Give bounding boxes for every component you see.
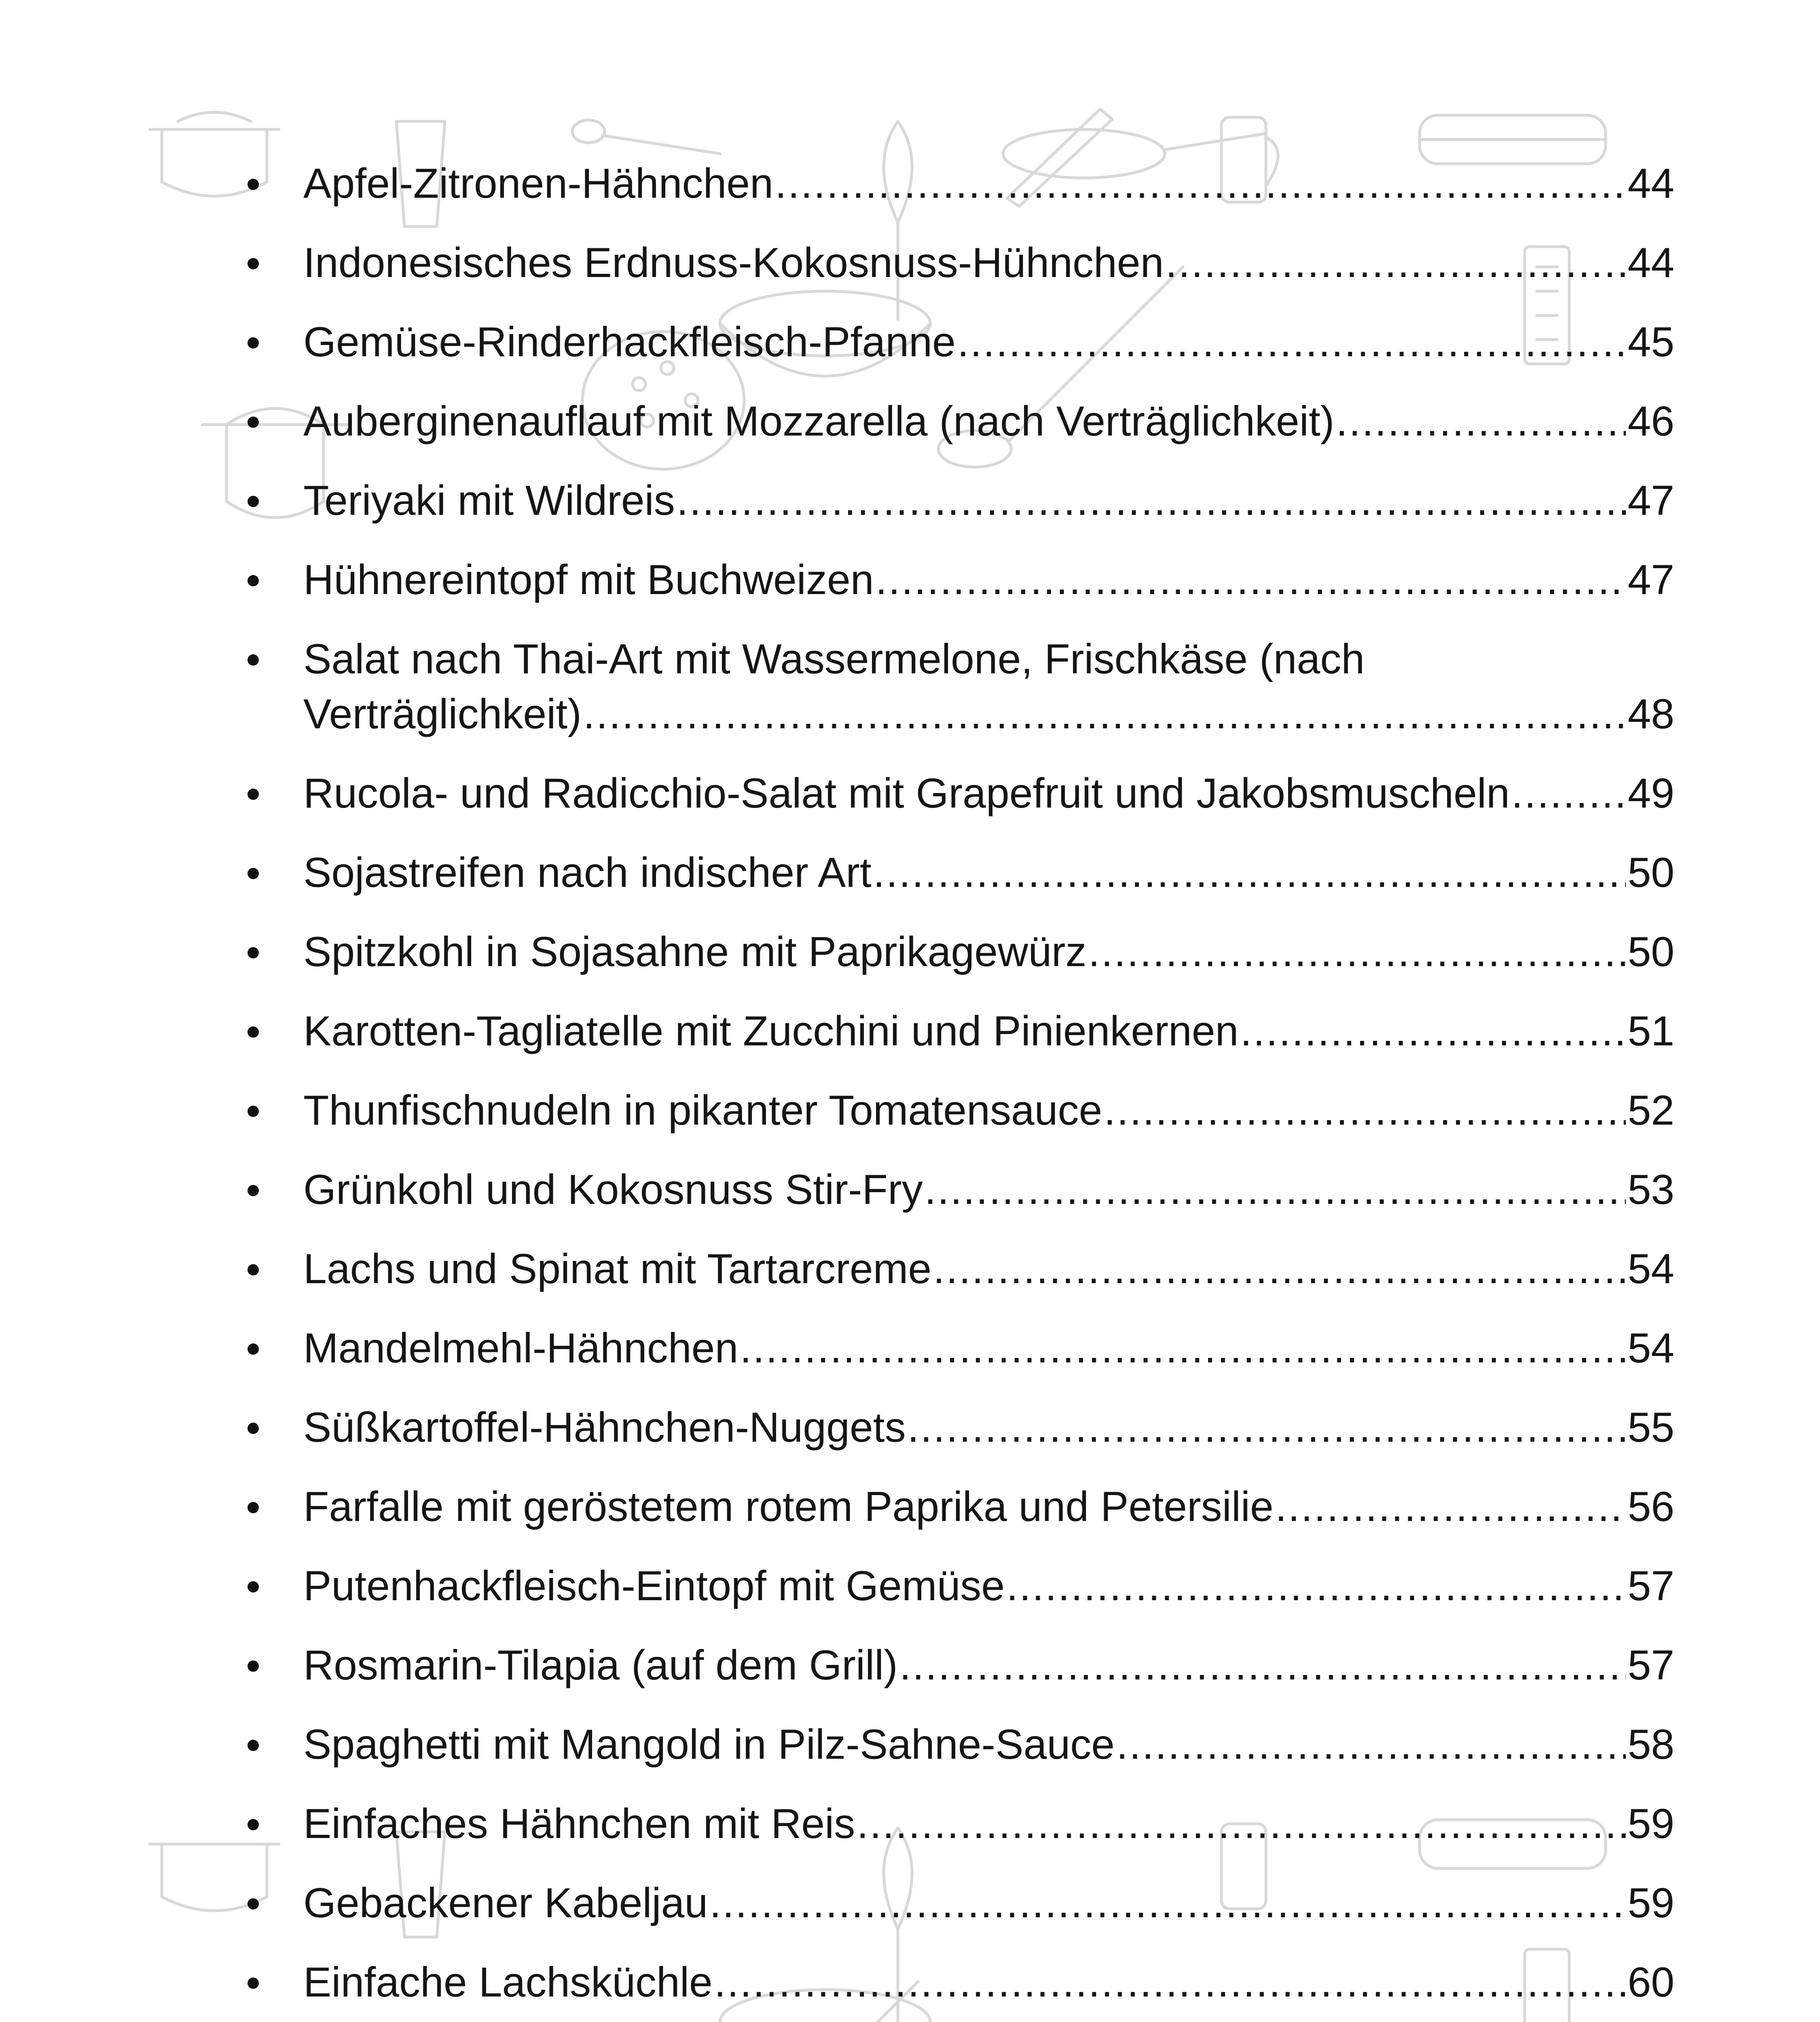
bullet-icon [248,1581,259,1593]
toc-entry-title: Gebackener Kabeljau [303,1880,708,1927]
toc-page-number: 56 [1627,1483,1674,1530]
toc-entry-title: Spaghetti mit Mangold in Pilz-Sahne-Sauce [303,1721,1115,1768]
toc-entry[interactable] [239,849,1674,897]
dot-leader [1240,1007,1626,1055]
toc-page-number: 59 [1627,1800,1674,1847]
toc-entry[interactable] [239,556,1674,604]
dot-leader [709,1879,1626,1927]
toc-entry-title: Rucola- und Radicchio-Salat mit Grapefruit und Jakobsmuscheln [303,770,1510,817]
toc-page-number: 54 [1627,1325,1674,1372]
toc-entry[interactable] [239,1879,1674,1927]
toc-page-number: 44 [1627,160,1674,207]
toc-entry[interactable] [239,635,1674,738]
dot-leader [1336,398,1626,445]
toc-page-number: 47 [1627,477,1674,524]
dot-leader [1116,1721,1626,1768]
toc-entry-title: Auberginenauflauf mit Mozzarella (nach Verträglichkeit) [303,398,1335,445]
toc-entry-title: Süßkartoffel-Hähnchen-Nuggets [303,1404,906,1451]
toc-page-number: 46 [1627,398,1674,445]
toc-entry[interactable] [239,1641,1674,1689]
bullet-icon [248,1185,259,1196]
toc-entry[interactable] [239,477,1674,525]
dot-leader [957,318,1626,366]
dot-leader [899,1641,1626,1689]
dot-leader [933,1245,1626,1293]
bullet-icon [248,789,259,800]
bullet-icon [248,947,259,958]
bullet-icon [248,575,259,586]
bullet-icon [248,417,259,428]
toc-page-number: 52 [1627,1087,1674,1134]
bullet-icon [248,1898,259,1910]
spoon-icon [572,120,720,154]
toc-page-number: 55 [1627,1404,1674,1451]
toc-entry[interactable] [239,1324,1674,1372]
toc-entry-title: Hühnereintopf mit Buchweizen [303,556,874,603]
toc-page-number: 45 [1627,319,1674,366]
toc-entry-title: Gemüse-Rinderhackfleisch-Pfanne [303,319,956,366]
toc-entry[interactable] [239,1245,1674,1293]
toc-entry[interactable] [239,1800,1674,1848]
dot-leader [677,477,1626,525]
bullet-icon [248,1660,259,1672]
bullet-icon [248,1502,259,1513]
bullet-icon [248,1740,259,1751]
toc-page-number: 50 [1627,849,1674,896]
bullet-icon [248,654,259,666]
toc-entry[interactable] [239,1562,1674,1610]
bullet-icon [248,1026,259,1038]
toc-entry[interactable] [239,160,1674,207]
bullet-icon [248,258,259,269]
bullet-icon [248,868,259,879]
toc-entry[interactable] [239,1166,1674,1214]
toc-entry-title: Lachs und Spinat mit Tartarcreme [303,1246,932,1292]
toc-entry[interactable] [239,1087,1674,1134]
dot-leader [714,1959,1626,2006]
toc-entry-title: Putenhackfleisch-Eintopf mit Gemüse [303,1563,1005,1610]
bullet-icon [248,1978,259,1989]
bullet-icon [248,1106,259,1117]
toc-entry[interactable] [239,318,1674,366]
table-of-contents [239,160,1674,2022]
toc-page-number: 54 [1627,1246,1674,1292]
toc-page-number: 53 [1627,1166,1674,1213]
toc-page-number: 60 [1627,1959,1674,2006]
toc-entry-title: Spitzkohl in Sojasahne mit Paprikagewürz [303,929,1087,975]
toc-page-number: 51 [1627,1008,1674,1055]
toc-page-number: 58 [1627,1721,1674,1768]
toc-entry-title: Farfalle mit geröstetem rotem Paprika und Petersilie [303,1483,1274,1530]
dot-leader [1165,239,1626,287]
toc-entry-title-line-1: Salat nach Thai-Art mit Wassermelone, Frischkäse (nach [303,636,1365,683]
toc-page-number: 48 [1627,691,1674,738]
bullet-icon [248,1264,259,1275]
dot-leader [583,690,1626,738]
toc-entry[interactable] [239,239,1674,287]
toc-entry-title: Mandelmehl-Hähnchen [303,1325,739,1372]
dot-leader [908,1404,1626,1451]
toc-entry-title: Apfel-Zitronen-Hähnchen [303,160,773,207]
bullet-icon [248,1343,259,1355]
dot-leader [873,849,1626,897]
bullet-icon [248,179,259,190]
bullet-icon [248,496,259,507]
toc-page-number: 50 [1627,929,1674,975]
toc-entry[interactable] [239,1959,1674,2006]
toc-entry-title: Rosmarin-Tilapia (auf dem Grill) [303,1642,898,1689]
toc-entry[interactable] [239,1007,1674,1055]
toc-entry[interactable] [239,398,1674,445]
dot-leader [925,1166,1626,1214]
toc-entry[interactable] [239,770,1674,817]
toc-page-number: 44 [1627,239,1674,286]
toc-entry-title: Indonesisches Erdnuss-Kokosnuss-Hühnchen [303,239,1164,286]
toc-entry-title: Grünkohl und Kokosnuss Stir-Fry [303,1166,923,1213]
toc-page-number: 47 [1627,556,1674,603]
toc-entry[interactable] [239,1721,1674,1768]
toc-entry-title-line-2: Verträglichkeit) [303,691,582,738]
dot-leader [1104,1087,1626,1134]
toc-entry-title: Teriyaki mit Wildreis [303,477,675,524]
dot-leader [1275,1483,1626,1531]
toc-entry[interactable] [239,1404,1674,1451]
bullet-icon [248,337,259,349]
dot-leader [1088,928,1626,976]
dot-leader [857,1800,1626,1848]
toc-entry-title: Einfache Lachsküchle [303,1959,713,2006]
dot-leader [1006,1562,1626,1610]
toc-entry-title: Karotten-Tagliatelle mit Zucchini und Pinienkernen [303,1008,1239,1055]
toc-page-number: 49 [1627,770,1674,817]
dot-leader [775,160,1626,207]
toc-entry[interactable] [239,928,1674,976]
toc-page-number: 59 [1627,1880,1674,1927]
bullet-icon [248,1819,259,1830]
toc-page-number: 57 [1627,1563,1674,1610]
baking-pan-icon [1420,115,1606,164]
dot-leader [876,556,1626,604]
toc-page-number: 57 [1627,1642,1674,1689]
toc-entry-title: Thunfischnudeln in pikanter Tomatensauce [303,1087,1103,1134]
toc-entry[interactable] [239,1483,1674,1531]
toc-entry-title: Sojastreifen nach indischer Art [303,849,872,896]
dot-leader [740,1324,1626,1372]
toc-entry-title: Einfaches Hähnchen mit Reis [303,1800,855,1847]
dot-leader [1511,770,1626,817]
bullet-icon [248,1423,259,1434]
